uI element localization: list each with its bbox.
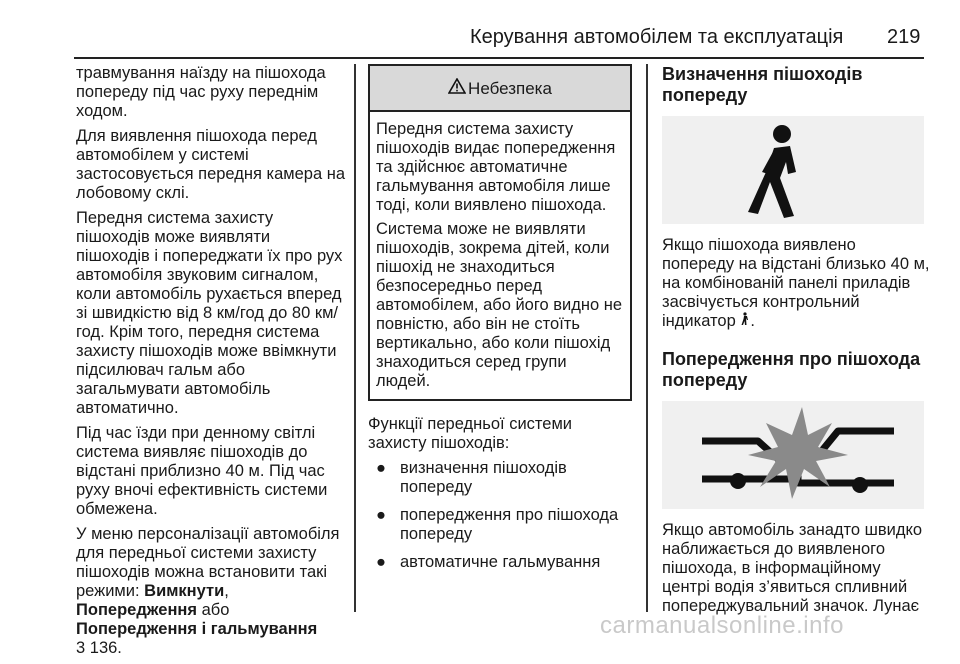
danger-title: Небезпека: [468, 78, 552, 98]
watermark: carmanualsonline.info: [600, 612, 844, 639]
column-divider-right: [646, 64, 648, 612]
section-heading: Визначення пішоходів попереду: [662, 64, 863, 105]
header-divider: [74, 57, 924, 59]
middle-column: [368, 64, 632, 581]
mode-off: Вимкнути: [144, 582, 225, 600]
page-number: 219: [887, 26, 921, 48]
section-heading: Попередження про пішохода попереду: [662, 349, 921, 390]
list-item: ● попередження про пішохода попереду: [376, 506, 619, 543]
reference-arrow-icon: 3: [76, 639, 86, 657]
paragraph: травмування наїзду на пішохода попереду під час руху переднім ходом.: [76, 64, 326, 120]
warning-triangle-icon: [448, 78, 466, 98]
mode-warning: Попередження: [76, 601, 198, 619]
danger-box: [368, 64, 632, 401]
paragraph: Для виявлення пішохода перед автомобілем у системі застосовується передня камера на лобовому склі.: [76, 127, 346, 202]
pedestrian-indicator-icon: [740, 312, 750, 330]
right-column: [662, 64, 932, 622]
functions-intro: Функції передньої системи захисту пішоходів:: [368, 415, 573, 452]
page-title: Керування автомобілем та експлуатація: [470, 26, 844, 48]
list-item: ● визначення пішоходів попереду: [376, 459, 567, 496]
mode-warning-brake: Попередження і гальмування: [76, 620, 318, 638]
functions-list: [368, 459, 632, 572]
paragraph: Передня система захисту пішоходів може виявляти пішоходів і попереджати їх про рух автомобіля звуковим сигналом, коли автомобіль рухається вперед зі швидкістю від 8 км/год до 80 км/год. Крім того, передня система захисту пішоходів може ввімкнути підсилювач гальм або загальмувати автомобіль автоматично.: [76, 209, 343, 417]
page-header: [0, 0, 960, 58]
danger-text: Система може не виявляти пішоходів, зокрема дітей, коли пішохід не знаходиться безпосередньо перед автомобілем, або його видно не повністю, або він не стоїть вертикально, або коли пішохід знаходиться серед групи людей.: [376, 220, 623, 390]
pedestrian-icon: [662, 116, 924, 224]
list-item: ● автоматичне гальмування: [376, 553, 601, 571]
left-column: [76, 64, 348, 664]
danger-text: Передня система захисту пішоходів видає попередження та здійснює автоматичне гальмування автомобіля лише тоді, коли виявлено пішохода.: [376, 120, 616, 214]
paragraph: Якщо пішохода виявлено попереду на відстані близько 40 м, на комбінованій панелі приладів засвічується контрольний індикатор .: [662, 236, 930, 330]
paragraph: Якщо автомобіль занадто швидко наближається до виявленого пішохода, в інформаційному центрі водія з’явиться спливний попереджувальний значок. Лунає: [662, 521, 923, 615]
collision-warning-icon: [662, 401, 924, 509]
paragraph-modes: У меню персоналізації автомобіля для передньої системи захисту пішоходів можна встановити такі режими: Вимкнути, Попередження або Попередження і гальмування 3 136.: [76, 525, 340, 657]
paragraph: Під час їзди при денному світлі система виявляє пішоходів до відстані приблизно 40 м. Під час руху вночі ефективність системи обмежена.: [76, 424, 328, 518]
danger-box-header: [370, 66, 630, 112]
column-divider-left: [354, 64, 356, 612]
page-reference[interactable]: 136.: [85, 639, 122, 657]
